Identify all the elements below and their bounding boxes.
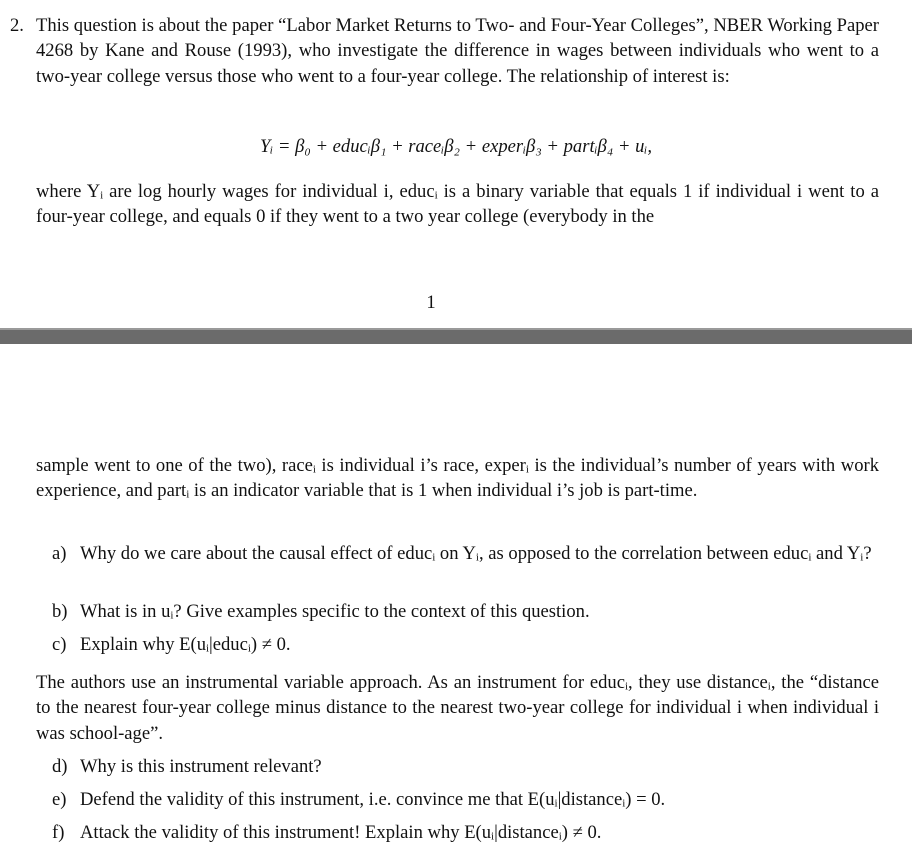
subquestion-label: f)	[52, 822, 65, 843]
subquestion-label: b)	[52, 601, 68, 622]
subquestion-label: c)	[52, 634, 67, 655]
subquestion-e	[52, 787, 880, 812]
subquestion-text: What is in uᵢ? Give examples specific to the context of this question.	[80, 601, 590, 622]
variable-definitions-continued: sample went to one of the two), raceᵢ is individual i’s race, experᵢ is the individual’s number of years with work experience, and partᵢ is an indicator variable that is 1 when individual i’s job is part-time.	[36, 455, 879, 502]
subquestion-label: a)	[52, 543, 67, 564]
subquestion-d	[52, 754, 880, 779]
subquestion-text: Explain why E(uᵢ|educᵢ) ≠ 0.	[80, 634, 291, 655]
subquestion-f	[52, 820, 880, 845]
subquestion-text: Attack the validity of this instrument! Explain why E(uᵢ|distanceᵢ) ≠ 0.	[80, 822, 602, 843]
page-number: 1	[426, 292, 436, 313]
subquestion-label: e)	[52, 789, 67, 810]
subquestion-text: Why is this instrument relevant?	[80, 756, 322, 777]
subquestion-a	[52, 541, 880, 566]
intro-paragraph: This question is about the paper “Labor Market Returns to Two- and Four-Year Colleges”, NBER Working Paper 4268 by Kane and Rouse (1993), who investigate the difference in wages between individuals who went to a two-year college versus those who went to a four-year college. The relationship of interest is:	[36, 15, 879, 87]
page-separator	[0, 328, 912, 344]
subquestion-text: Why do we care about the causal effect of educᵢ on Yᵢ, as opposed to the correlation between educᵢ and Yᵢ?	[80, 543, 872, 564]
page-1	[0, 0, 912, 328]
regression-equation: Yᵢ = β₀ + educᵢβ₁ + raceᵢβ₂ + experᵢβ₃ + partᵢβ₄ + uᵢ,	[259, 136, 653, 157]
subquestion-text: Defend the validity of this instrument, i.e. convince me that E(uᵢ|distanceᵢ) = 0.	[80, 789, 666, 810]
subquestion-label: d)	[52, 756, 68, 777]
instrument-paragraph: The authors use an instrumental variable approach. As an instrument for educᵢ, they use distanceᵢ, the “distance to the nearest four-year college minus distance to the nearest two-year college for individual i when individual i was school-age”.	[36, 672, 879, 744]
variable-definitions: where Yᵢ are log hourly wages for individual i, educᵢ is a binary variable that equals 1 if individual i went to a four-year college, and equals 0 if they went to a two year college (everybody in the	[36, 181, 879, 228]
subquestion-b	[52, 599, 880, 624]
question-number: 2.	[10, 15, 24, 36]
subquestion-c	[52, 632, 880, 657]
